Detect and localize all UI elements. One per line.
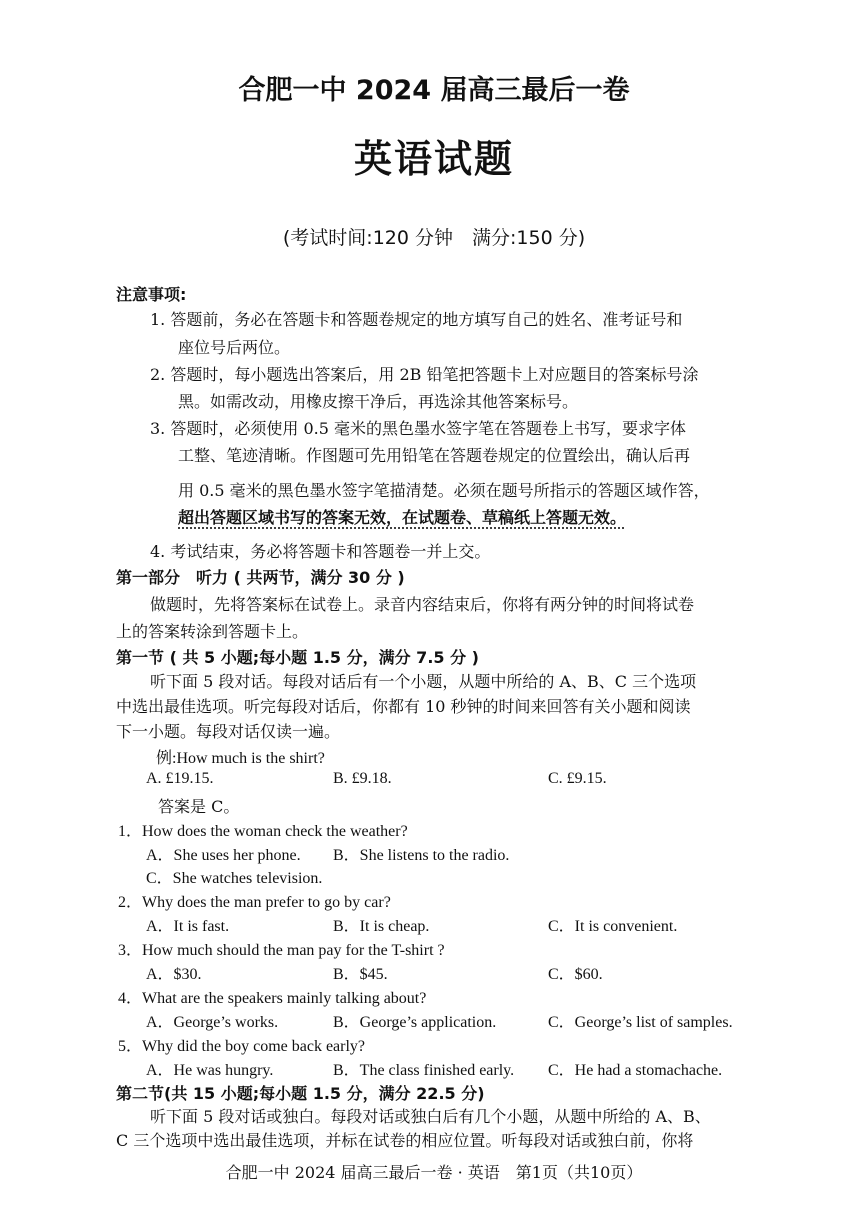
question-2-option-a: A．It is fast. bbox=[146, 918, 230, 935]
section1-intro-line: 中选出最佳选项。听完每段对话后，你都有 10 秒钟的时间来回答有关小题和阅读 bbox=[116, 697, 691, 716]
notice-line: 工整、笔迹清晰。作图题可先用铅笔在答题卷规定的位置绘出，确认后再 bbox=[178, 446, 691, 465]
question-1-option-c: C．She watches television. bbox=[146, 870, 323, 887]
question-2-option-c: C．It is convenient. bbox=[548, 918, 678, 935]
question-4-option-a: A．George’s works. bbox=[146, 1014, 279, 1031]
section2-intro-line: C 三个选项中选出最佳选项，并标在试卷的相应位置。听每段对话或独白前，你将 bbox=[116, 1131, 694, 1150]
question-4-option-b: B．George’s application. bbox=[333, 1014, 497, 1031]
question-5-option-c: C．He had a stomachache. bbox=[548, 1062, 723, 1079]
question-2-option-b: B．It is cheap. bbox=[333, 918, 430, 935]
notice-line: 用 0.5 毫米的黑色墨水签字笔描清楚。必须在题号所指示的答题区域作答， bbox=[178, 481, 710, 500]
subject-title: 英语试题 bbox=[353, 136, 514, 181]
part1-intro-line: 上的答案转涂到答题卡上。 bbox=[116, 622, 309, 641]
example-question: 例:How much is the shirt? bbox=[156, 750, 325, 767]
section2-heading: 第二节(共 15 小题;每小题 1.5 分，满分 22.5 分) bbox=[116, 1084, 485, 1103]
notice-line-emphasis: 超出答题区域书写的答案无效，在试题卷、草稿纸上答题无效。 bbox=[178, 508, 627, 527]
part1-heading: 第一部分 听力 ( 共两节，满分 30 分 ) bbox=[116, 568, 405, 587]
exam-info: (考试时间:120 分钟 满分:150 分) bbox=[282, 227, 586, 249]
question-3-option-c: C．$60. bbox=[548, 966, 603, 983]
question-3: 3．How much should the man pay for the T-shirt ? bbox=[118, 942, 445, 959]
question-4-option-c: C．George’s list of samples. bbox=[548, 1014, 733, 1031]
question-3-option-a: A．$30. bbox=[146, 966, 202, 983]
part1-intro-line: 做题时，先将答案标在试卷上。录音内容结束后，你将有两分钟的时间将试卷 bbox=[150, 595, 695, 614]
question-2: 2．Why does the man prefer to go by car? bbox=[118, 894, 391, 911]
notice-line: 3. 答题时，必须使用 0.5 毫米的黑色墨水签字笔在答题卷上书写，要求字体 bbox=[150, 419, 686, 438]
question-1-option-a: A．She uses her phone. bbox=[146, 847, 301, 864]
example-option-b: B. £9.18. bbox=[333, 770, 392, 787]
example-option-a: A. £19.15. bbox=[146, 770, 214, 787]
question-1: 1．How does the woman check the weather? bbox=[118, 823, 408, 840]
question-5-option-a: A．He was hungry. bbox=[146, 1062, 274, 1079]
notice-line: 座位号后两位。 bbox=[178, 338, 291, 357]
section1-intro-line: 下一小题。每段对话仅读一遍。 bbox=[116, 722, 341, 741]
section1-intro-line: 听下面 5 段对话。每段对话后有一个小题，从题中所给的 A、B、C 三个选项 bbox=[150, 672, 697, 691]
notice-heading: 注意事项: bbox=[116, 285, 187, 304]
question-4: 4．What are the speakers mainly talking about? bbox=[118, 990, 427, 1007]
question-3-option-b: B．$45. bbox=[333, 966, 388, 983]
section2-intro-line: 听下面 5 段对话或独白。每段对话或独白后有几个小题，从题中所给的 A、B、 bbox=[150, 1107, 711, 1126]
question-1-option-b: B．She listens to the radio. bbox=[333, 847, 510, 864]
page-footer: 合肥一中 2024 届高三最后一卷 · 英语 第1页（共10页） bbox=[225, 1163, 643, 1182]
example-answer: 答案是 C。 bbox=[158, 797, 240, 816]
example-option-c: C. £9.15. bbox=[548, 770, 607, 787]
question-5-option-b: B．The class finished early. bbox=[333, 1062, 515, 1079]
notice-line: 4. 考试结束，务必将答题卡和答题卷一并上交。 bbox=[150, 542, 491, 561]
exam-title: 合肥一中 2024 届高三最后一卷 bbox=[238, 75, 630, 106]
question-5: 5．Why did the boy come back early? bbox=[118, 1038, 366, 1055]
notice-line: 黑。如需改动，用橡皮擦干净后，再选涂其他答案标号。 bbox=[178, 392, 579, 411]
section1-heading: 第一节 ( 共 5 小题;每小题 1.5 分，满分 7.5 分 ) bbox=[116, 648, 479, 667]
notice-line: 2. 答题时，每小题选出答案后，用 2B 铅笔把答题卡上对应题目的答案标号涂 bbox=[150, 365, 699, 384]
notice-line: 1. 答题前，务必在答题卡和答题卷规定的地方填写自己的姓名、准考证号和 bbox=[150, 310, 683, 329]
